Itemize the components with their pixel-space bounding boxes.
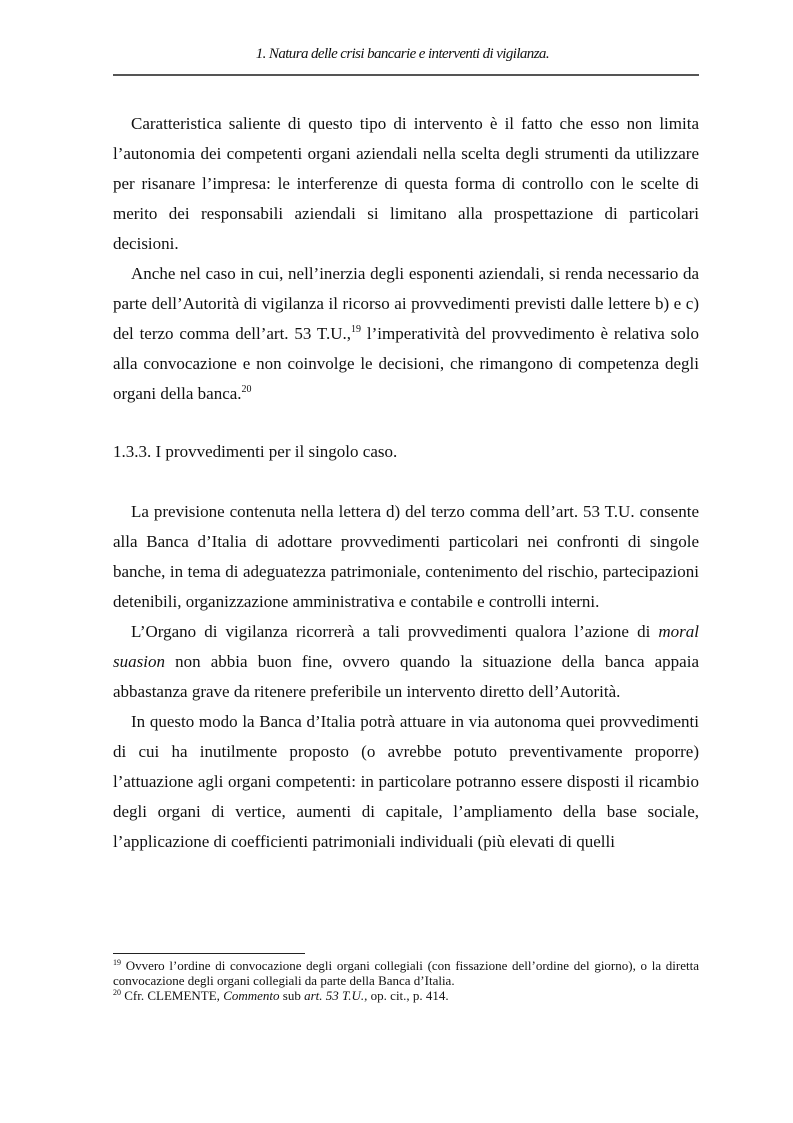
footnote-20 bbox=[113, 988, 699, 1003]
footnote-rule bbox=[113, 953, 305, 954]
paragraph-3: La previsione contenuta nella lettera d) del terzo comma dell’art. 53 T.U. consente alla Banca d’Italia di adottare provvedimenti particolari nei confronti di singole banche, in tema di adeguatezza patrimoniale, contenimento del rischio, partecipazioni detenibili, organizzazione amministrativa e contabile e controlli interni. bbox=[113, 502, 699, 611]
footnotes bbox=[113, 958, 699, 1003]
header-rule bbox=[113, 74, 699, 76]
footnote-20-text-c: , op. cit., p. 414. bbox=[364, 988, 449, 1003]
paragraph-4-text-a: L’Organo di vigilanza ricorrerà a tali provvedimenti qualora l’azione di bbox=[131, 622, 659, 641]
footnote-19 bbox=[113, 958, 699, 988]
paragraph-1: Caratteristica saliente di questo tipo di intervento è il fatto che esso non limita l’autonomia dei competenti organi aziendali nella scelta degli strumenti da utilizzare per risanare l’impresa: le interferenze di questa forma di controllo con le scelte di merito dei responsabili aziendali si limitano alla prospettazione di particolari decisioni. bbox=[113, 114, 699, 253]
running-header: 1. Natura delle crisi bancarie e interventi di vigilanza. bbox=[255, 46, 549, 62]
footnote-19-text: Ovvero l’ordine di convocazione degli organi collegiali (con fissazione dell’ordine del giorno), o la diretta convocazione degli organi collegiali da parte della Banca d’Italia. bbox=[113, 958, 699, 988]
body-block-2 bbox=[113, 497, 699, 857]
footnote-20-italic-2: art. 53 T.U. bbox=[304, 988, 365, 1003]
paragraph-4-italic: moral suasion bbox=[113, 622, 699, 671]
paragraph-4-text-b: non abbia buon fine, ovvero quando la situazione della banca appaia abbastanza grave da ritenere preferibile un intervento diretto dell’Autorità. bbox=[113, 652, 699, 701]
paragraph-5: In questo modo la Banca d’Italia potrà attuare in via autonoma quei provvedimenti di cui ha inutilmente proposto (o avrebbe potuto preventivamente proporre) l’attuazione agli organi competenti: in particolare potranno essere disposti il ricambio degli organi di vertice, aumenti di capitale, l’ampliamento della base sociale, l’applicazione di coefficienti patrimoniali individuali (più elevati di quelli bbox=[113, 712, 699, 851]
footnote-20-text-a: Cfr. CLEMENTE, bbox=[121, 988, 224, 1003]
footnote-ref-20[interactable]: 20 bbox=[241, 384, 252, 395]
footnote-ref-19[interactable]: 19 bbox=[351, 324, 362, 335]
paragraph-2-text-a: Anche nel caso in cui, nell’inerzia degli esponenti aziendali, si renda necessario da parte dell’Autorità di vigilanza il ricorso ai provvedimenti previsti dalle lettere b) e c) del terzo comma dell’art. 53 T.U., bbox=[113, 264, 699, 343]
body-block-1 bbox=[113, 109, 699, 409]
footnote-20-italic-1: Commento bbox=[223, 988, 280, 1003]
footnote-19-number: 19 bbox=[113, 958, 121, 967]
paragraph-2-text-b: l’imperatività del provvedimento è relativa solo alla convocazione e non coinvolge le decisioni, che rimangono di competenza degli organi della banca. bbox=[113, 324, 700, 403]
paragraph-2 bbox=[113, 259, 699, 409]
section-heading: 1.3.3. I provvedimenti per il singolo caso. bbox=[113, 442, 398, 461]
footnote-20-text-b: sub bbox=[279, 988, 305, 1003]
footnote-20-number: 20 bbox=[113, 988, 121, 997]
paragraph-4 bbox=[113, 617, 699, 707]
